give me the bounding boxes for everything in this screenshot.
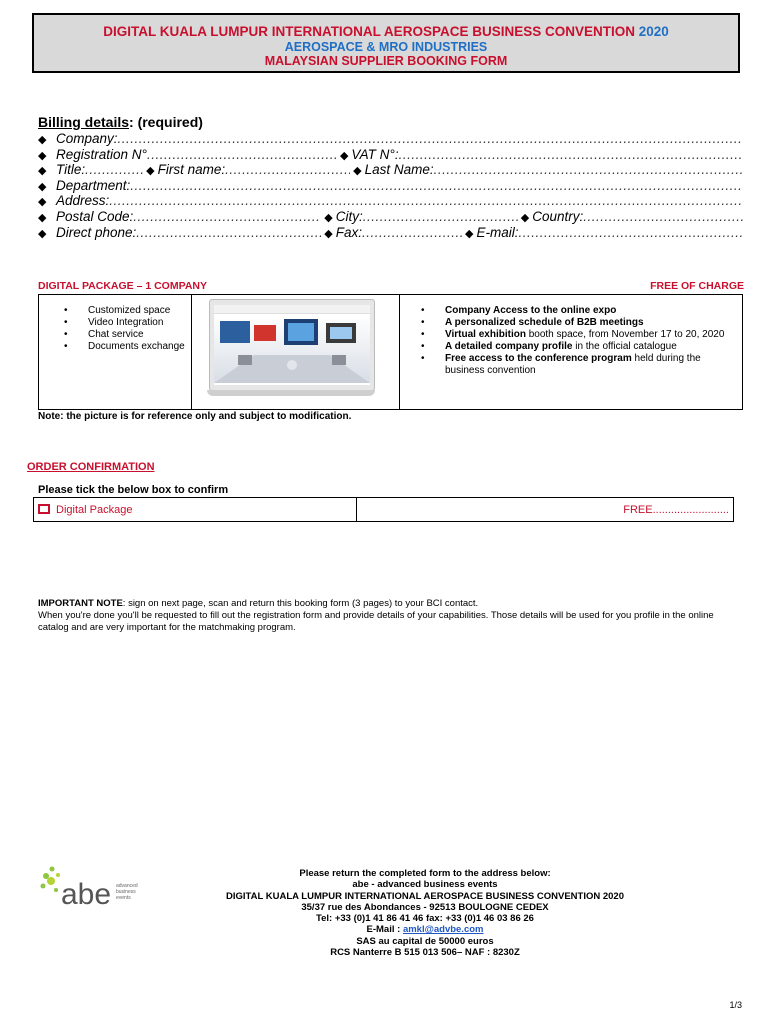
abe-logo [38, 862, 153, 912]
logo-wordmark: abe [61, 878, 112, 911]
first-name-field[interactable] [225, 162, 350, 177]
important-label: IMPORTANT NOTE [38, 598, 123, 609]
email-label: E-Mail : [366, 924, 403, 936]
vat-label: VAT N°: [351, 146, 399, 162]
company-label: Company: [56, 131, 118, 146]
city-label: City: [335, 208, 363, 224]
benefit-bold: A personalized schedule of B2B meetings [445, 317, 644, 328]
city-field[interactable] [363, 209, 518, 224]
tick-instruction: Please tick the below box to confirm [38, 484, 229, 496]
package-table [38, 294, 743, 410]
fax-label: Fax: [335, 224, 363, 240]
important-line-2: When you're done you'll be requested to fill out the registration form and provide details of your capabilities. Those details will be used for you profile in the online catalog and are very important for the matchmaking program. [38, 610, 714, 633]
last-name-label: Last Name: [364, 162, 434, 178]
svg-text:advanced: advanced [116, 883, 138, 889]
header-subtitle: AEROSPACE & MRO INDUSTRIES [284, 39, 488, 54]
first-name-label: First name: [157, 162, 226, 178]
direct-phone-label: Direct phone: [56, 224, 137, 240]
feature-item: • Documents exchange [88, 341, 191, 353]
header-title [34, 24, 738, 40]
billing-section [38, 114, 743, 240]
booth-illustration [214, 315, 370, 383]
features-list [88, 305, 191, 353]
important-line-1 [38, 598, 738, 610]
diamond-icon: ◆ [353, 165, 362, 178]
department-label: Department: [56, 177, 131, 193]
company-name: abe - advanced business events [352, 879, 498, 891]
important-text: : sign on next page, scan and return this booking form (3 pages) to your BCI contact. [122, 598, 479, 609]
header-form-name: MALAYSIAN SUPPLIER BOOKING FORM [264, 53, 508, 68]
diamond-icon: ◆ [520, 211, 530, 224]
postal-line [38, 209, 743, 225]
benefits-list [445, 305, 742, 377]
laptop-screen [209, 299, 375, 391]
country-label: Country: [532, 208, 584, 224]
virtual-booth-scene [214, 315, 370, 383]
company-line [38, 131, 743, 147]
feature-item: • Video Integration [88, 317, 191, 329]
email-field[interactable] [519, 225, 743, 240]
address-line [38, 193, 743, 209]
header-digital-label: DIGITAL [103, 24, 156, 39]
svg-text:events: events [116, 895, 131, 901]
diamond-icon: ◆ [38, 180, 47, 193]
diamond-icon: ◆ [38, 211, 47, 224]
benefit-bold: A detailed company profile [445, 341, 573, 352]
return-instruction: Please return the completed form to the address below: [299, 868, 551, 879]
vat-field[interactable] [399, 147, 743, 162]
address-label: Address: [56, 193, 110, 209]
billing-title-main: Billing details [38, 114, 130, 130]
diamond-icon: ◆ [465, 227, 474, 240]
benefit-item [445, 317, 742, 329]
registration-field[interactable] [147, 147, 337, 162]
postal-code-label: Postal Code: [56, 208, 134, 224]
order-table [33, 497, 734, 522]
benefit-rest: booth space, from November 17 to 20, 2020 [525, 329, 725, 340]
billing-title [38, 114, 743, 130]
title-label: Title: [56, 162, 86, 178]
address-field[interactable] [109, 193, 743, 208]
page-number: 1/3 [729, 1000, 742, 1010]
email-label: E-mail: [476, 224, 519, 240]
phone-line [38, 225, 743, 241]
diamond-icon: ◆ [324, 211, 333, 224]
order-price-cell [357, 498, 734, 522]
fax-field[interactable] [362, 225, 462, 240]
benefit-item [445, 341, 742, 353]
screen-content [214, 305, 370, 385]
laptop-base [207, 390, 375, 396]
package-price: FREE OF CHARGE [650, 280, 744, 292]
checkbox-icon[interactable] [38, 504, 50, 514]
last-name-field[interactable] [434, 162, 743, 177]
country-field[interactable] [583, 209, 743, 224]
image-cell [192, 295, 400, 410]
important-note [38, 598, 738, 634]
benefit-bold: Virtual exhibition [445, 329, 526, 340]
registration-line [38, 147, 743, 163]
order-item-label: Digital Package [56, 503, 133, 516]
diamond-icon: ◆ [38, 165, 47, 178]
order-item-cell[interactable] [34, 498, 357, 522]
company-field[interactable] [118, 131, 743, 146]
diamond-icon: ◆ [38, 196, 47, 209]
capital-info: SAS au capital de 50000 euros [356, 935, 494, 947]
form-header [32, 13, 740, 73]
abe-logo-icon [38, 862, 153, 912]
feature-item: • Customized space [88, 305, 191, 317]
benefit-item [445, 353, 742, 377]
screen-menu-bar [214, 305, 370, 314]
diamond-icon: ◆ [38, 149, 47, 162]
header-year: 2020 [638, 24, 669, 39]
diamond-icon: ◆ [38, 134, 47, 146]
diamond-icon: ◆ [324, 227, 333, 240]
order-confirmation-title: ORDER CONFIRMATION [27, 461, 155, 473]
email-line [160, 924, 690, 935]
department-field[interactable] [130, 178, 743, 193]
svg-text:business: business [116, 889, 136, 895]
registration-label: Registration N° [56, 146, 147, 162]
benefits-cell [400, 295, 743, 410]
title-field[interactable] [85, 162, 143, 177]
diamond-icon: ◆ [339, 149, 349, 162]
street-address: 35/37 rue des Abondances - 92513 BOULOGNE CEDEX [301, 901, 549, 913]
diamond-icon: ◆ [38, 227, 47, 240]
direct-phone-field[interactable] [136, 225, 321, 240]
event-name: DIGITAL KUALA LUMPUR INTERNATIONAL AEROSPACE BUSINESS CONVENTION 2020 [226, 890, 624, 902]
return-address [160, 868, 690, 958]
benefit-bold: Company Access to the online expo [445, 305, 617, 316]
feature-item: • Chat service [88, 329, 191, 341]
postal-code-field[interactable] [133, 209, 321, 224]
package-title: DIGITAL PACKAGE – 1 COMPANY [38, 280, 207, 292]
laptop-image [209, 299, 375, 403]
phone-fax: Tel: +33 (0)1 41 86 41 46 fax: +33 (0)1 46 03 86 26 [316, 913, 534, 925]
benefit-rest: in the official catalogue [572, 341, 677, 352]
order-price: FREE......................... [623, 503, 729, 516]
department-line [38, 178, 743, 194]
benefit-item [445, 329, 742, 341]
picture-note: Note: the picture is for reference only and subject to modification. [38, 411, 352, 422]
benefit-item [445, 305, 742, 317]
header-event-name: KUALA LUMPUR INTERNATIONAL AEROSPACE BUSINESS CONVENTION [155, 24, 639, 39]
benefit-rest: held during the business convention [445, 353, 701, 376]
diamond-icon: ◆ [146, 165, 155, 178]
features-cell [39, 295, 192, 410]
email-link[interactable]: amkl@advbe.com [402, 924, 484, 936]
registration-info: RCS Nanterre B 515 013 506– NAF : 8230Z [330, 947, 520, 959]
billing-title-suffix: : (required) [129, 114, 203, 130]
benefit-bold: Free access to the conference program [445, 353, 632, 364]
name-line [38, 162, 743, 178]
